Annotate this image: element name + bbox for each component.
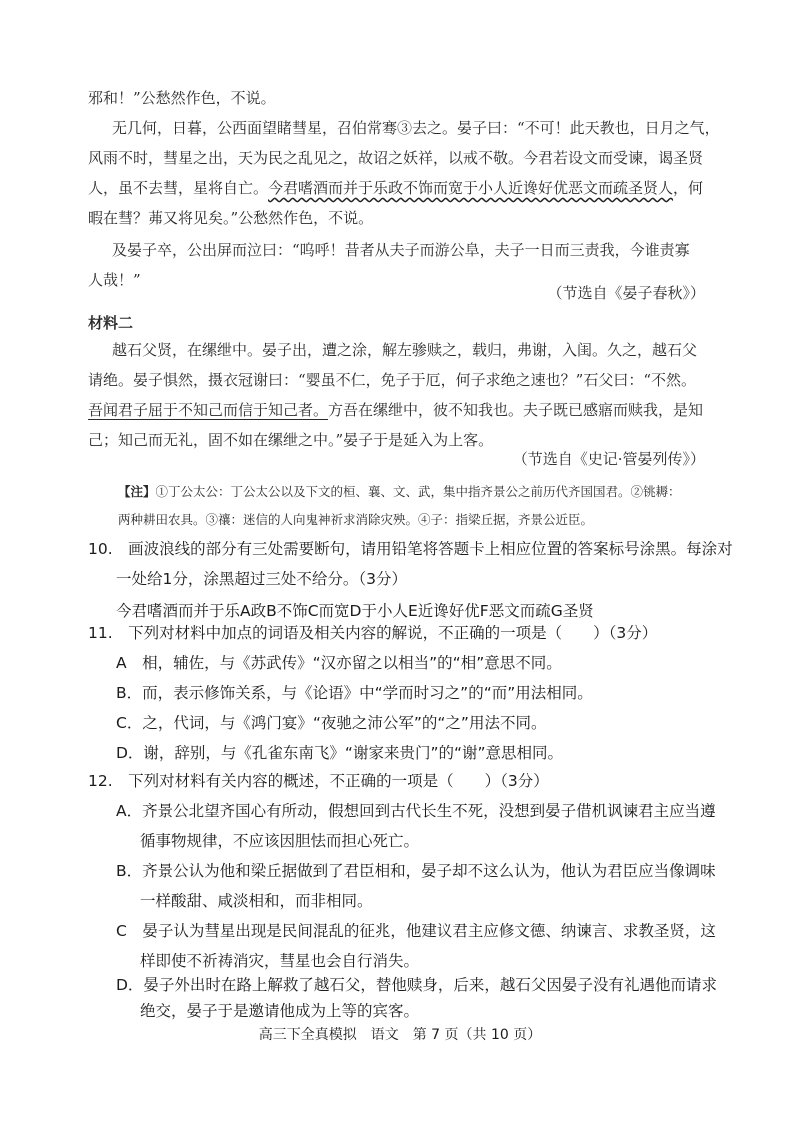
material1-para1-line1: 无几何，日暮，公西面望睹彗星，召伯常骞③去之。晏子曰：“不可！此天教也，日月之气， — [112, 119, 720, 137]
material2-source: （节选自《史记·管晏列传》） — [512, 450, 705, 468]
q12-option-b-line1: B．齐景公认为他和梁丘据做到了君臣相和，晏子却不这么认为，他认为君臣应当像调味 — [116, 862, 716, 880]
material1-source: （节选自《晏子春秋》） — [547, 284, 705, 302]
q12-option-a-line2: 循事物规律，不应该因胆怯而担心死亡。 — [140, 832, 420, 850]
q10-stem-line2: 一处给1分，涂黑超过三处不给分。（3分） — [116, 570, 407, 588]
q11-option-d: D．谢，辞别，与《孔雀东南飞》“谢家来贵门”的“谢”意思相同。 — [116, 744, 564, 762]
material2-line3-rest: 方吾在缧绁中，彼不知我也。夫子既已感寤而赎我，是知 — [328, 401, 704, 419]
q11-stem: 11. 下列对材料中加点的词语及相关内容的解说，不正确的一项是（ ）（3分） — [88, 624, 658, 642]
q12-option-d-line1: D．晏子外出时在路上解救了越石父，替他赎身，后来，越石父因晏子没有礼遇他而请求 — [116, 976, 717, 994]
material1-para1-line3-end: ，何 — [673, 179, 704, 197]
q10-stem-line1: 10. 画波浪线的部分有三处需要断句，请用铅笔将答题卡上相应位置的答案标号涂黑。每涂对 — [88, 540, 733, 558]
material1-para2-line2: 人哉！” — [88, 271, 141, 289]
q11-option-b: B．而，表示修饰关系，与《论语》中“学而时习之”的“而”用法相同。 — [116, 684, 593, 702]
underlined-sentence: 吾闻君子屈于不知己而信于知己者。 — [88, 401, 329, 419]
material1-para2-line1: 及晏子卒，公出屏而泣曰：“呜呼！昔者从夫子而游公阜，夫子一日而三责我，今谁责寡 — [112, 241, 690, 259]
q11-option-c: C．之，代词，与《鸿门宴》“夜驰之沛公军”的“之”用法不同。 — [116, 714, 547, 732]
q12-option-c-line1: C 晏子认为彗星出现是民间混乱的征兆，他建议君主应修文德、纳谏言、求教圣贤，这 — [116, 922, 716, 940]
q12-option-b-line2: 一样酸甜、咸淡相和，而非相同。 — [140, 892, 373, 910]
material2-line2: 请绝。晏子惧然，摄衣冠谢曰：“婴虽不仁，免子于厄，何子求绝之速也？”石父曰：“不然。 — [88, 371, 697, 389]
material1-para1-line3 — [88, 172, 703, 205]
q12-option-d-line2: 绝交，晏子于是邀请他成为上等的宾客。 — [140, 1002, 420, 1020]
q12-option-a-line1: A．齐景公北望齐国心有所动，假想回到古代长生不死，没想到晏子借机讽谏君主应当遵 — [116, 802, 716, 820]
q10-sentence: 今君嗜酒而并于乐A政B不饰C而宽D于小人E近谗好优F恶文而疏G圣贤 — [116, 602, 594, 620]
material2-heading: 材料二 — [88, 314, 134, 332]
notes-label: 【注】 — [118, 484, 156, 499]
material1-para1-line2: 风雨不时，彗星之出，天为民之乱见之，故诏之妖祥，以戒不敬。今君若设文而受谏，谒圣贤 — [88, 149, 704, 167]
material2-line4: 己；知己而无礼，固不如在缧绁之中。”晏子于是延入为上客。 — [88, 431, 494, 449]
material1-para1-line4: 暇在彗？茀又将见矣。”公愁然作色，不说。 — [88, 209, 374, 227]
material2-line3 — [88, 394, 703, 427]
notes-line1-text: ①丁公太公：丁公太公以及下文的桓、襄、文、武，集中指齐景公之前历代齐国国君。②铫耨： — [155, 484, 681, 499]
notes-line1 — [118, 478, 681, 506]
q12-stem: 12. 下列对材料有关内容的概述，不正确的一项是（ ）（3分） — [88, 772, 549, 790]
material1-para1-line3-plain: 人，虽不去彗，星将自亡。 — [88, 179, 269, 197]
wavy-underlined-sentence: 今君嗜酒而并于乐政不饰而宽于小人近谗好优恶文而疏圣贤人 — [268, 179, 674, 197]
q11-option-a: A 相，辅佐，与《苏武传》“汉亦留之以相当”的“相”意思不同。 — [116, 654, 562, 672]
material2-line1: 越石父贤，在缧绁中。晏子出，遭之涂，解左骖赎之，载归，弗谢，入闺。久之，越石父 — [112, 341, 698, 359]
material1-line0: 邪和！”公愁然作色，不说。 — [88, 89, 276, 107]
q12-option-c-line2: 样即使不祈祷消灾，彗星也会自行消失。 — [140, 952, 420, 970]
page-footer: 高三下全真模拟 语文 第 7 页（共 10 页） — [258, 1027, 542, 1043]
notes-line2: 两种耕田农具。③禳：迷信的人向鬼神祈求消除灾殃。④子：指梁丘据，齐景公近臣。 — [118, 512, 594, 527]
